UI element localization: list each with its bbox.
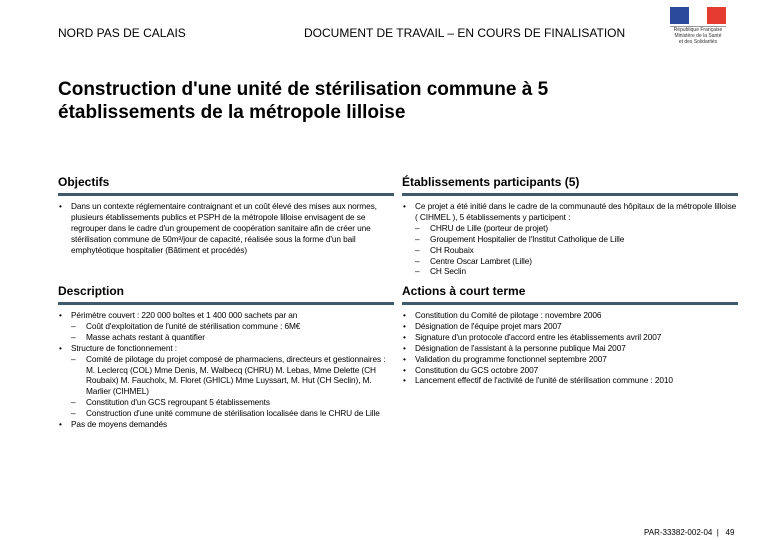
sub-list-item: – CH Roubaix (402, 245, 738, 256)
sub-list-item: – CHRU de Lille (porteur de projet) (402, 223, 738, 234)
section-etablissements (402, 175, 738, 277)
logo-text-2: Ministère de la Santé (674, 33, 722, 39)
section-heading: Objectifs (58, 175, 110, 189)
list-item: • Dans un contexte réglementaire contraignant et un coût élevé des mises aux normes, plusieurs établissements publics et PSPH de la métropole lilloise envisagent de se regrouper dans le cadre d'un groupement de coopération sanitaire afin de créer une stérilisation commune de 50m³/jour de capacité, réalisée sous la forme d'un bail emphytéotique hospitalier (Bâtiment et procédés) (58, 201, 394, 256)
sub-list-item: – CH Seclin (402, 266, 738, 277)
divider (58, 193, 394, 196)
logo-text-1: République Française (670, 26, 726, 33)
list-item: • Pas de moyens demandés (58, 419, 394, 430)
section-heading: Établissements participants (5) (402, 175, 580, 189)
section-heading: Actions à court terme (402, 284, 526, 298)
sub-list-item: – Comité de pilotage du projet composé de pharmaciens, directeurs et gestionnaires : M. Leclercq (COL) Mme Denis, M. Walbecq (CHRU) M. Lebas, Mme Delette (CH Roubaix) M. Faucholx, M. Floret (GHICL) Mme Luyssart, M. Hut (CH Seclin), M. Marlier (CIHMEL) (58, 354, 394, 398)
divider (402, 302, 738, 305)
document-status: DOCUMENT DE TRAVAIL – EN COURS DE FINALISATION (304, 26, 626, 40)
document-reference: PAR-33382-002-04 (644, 528, 713, 537)
list-item: • Lancement effectif de l'activité de l'unité de stérilisation commune : 2010 (402, 375, 738, 386)
bullet-list (58, 201, 394, 256)
list-item: • Signature d'un protocole d'accord entre les établissements avril 2007 (402, 332, 738, 343)
sub-list-item: – Constitution d'un GCS regroupant 5 établissements (58, 397, 394, 408)
section-heading: Description (58, 284, 125, 298)
list-item: • Désignation de l'équipe projet mars 2007 (402, 321, 738, 332)
logo-text-3: et des Solidarités (678, 39, 718, 45)
list-item: • Constitution du Comité de pilotage : novembre 2006 (402, 310, 738, 321)
list-item: • Ce projet a été initié dans le cadre de la communauté des hôpitaux de la métropole lilloise ( CIHMEL ), 5 établissements y participent : (402, 201, 738, 223)
bullet-list (402, 310, 738, 386)
sub-list-item: – Groupement Hospitalier de l'Institut Catholique de Lille (402, 234, 738, 245)
divider (58, 302, 394, 305)
page-title: Construction d'une unité de stérilisation commune à 5 établissements de la métropole lilloise (58, 79, 549, 123)
page-number: 49 (725, 528, 735, 537)
footer: PAR-33382-002-04 | 49 (644, 528, 735, 537)
bullet-list (58, 310, 394, 430)
list-item: • Validation du programme fonctionnel septembre 2007 (402, 354, 738, 365)
region-label: NORD PAS DE CALAIS (58, 26, 186, 40)
section-description (58, 284, 394, 430)
sub-list-item: – Construction d'une unité commune de stérilisation localisée dans le CHRU de Lille (58, 408, 394, 419)
section-actions (402, 284, 738, 386)
sub-list-item: – Centre Oscar Lambret (Lille) (402, 256, 738, 267)
divider (402, 193, 738, 196)
bullet-list (402, 201, 738, 277)
list-item: • Structure de fonctionnement : (58, 343, 394, 354)
flag-icon (670, 7, 726, 24)
list-item: • Constitution du GCS octobre 2007 (402, 365, 738, 376)
sub-list-item: – Coût d'exploitation de l'unité de stérilisation commune : 6M€ (58, 321, 394, 332)
sub-list-item: – Masse achats restant à quantifier (58, 332, 394, 343)
ministry-logo (670, 7, 726, 45)
list-item: • Désignation de l'assistant à la personne publique Mai 2007 (402, 343, 738, 354)
section-objectifs (58, 175, 394, 256)
list-item: • Périmètre couvert : 220 000 boîtes et 1 400 000 sachets par an (58, 310, 394, 321)
